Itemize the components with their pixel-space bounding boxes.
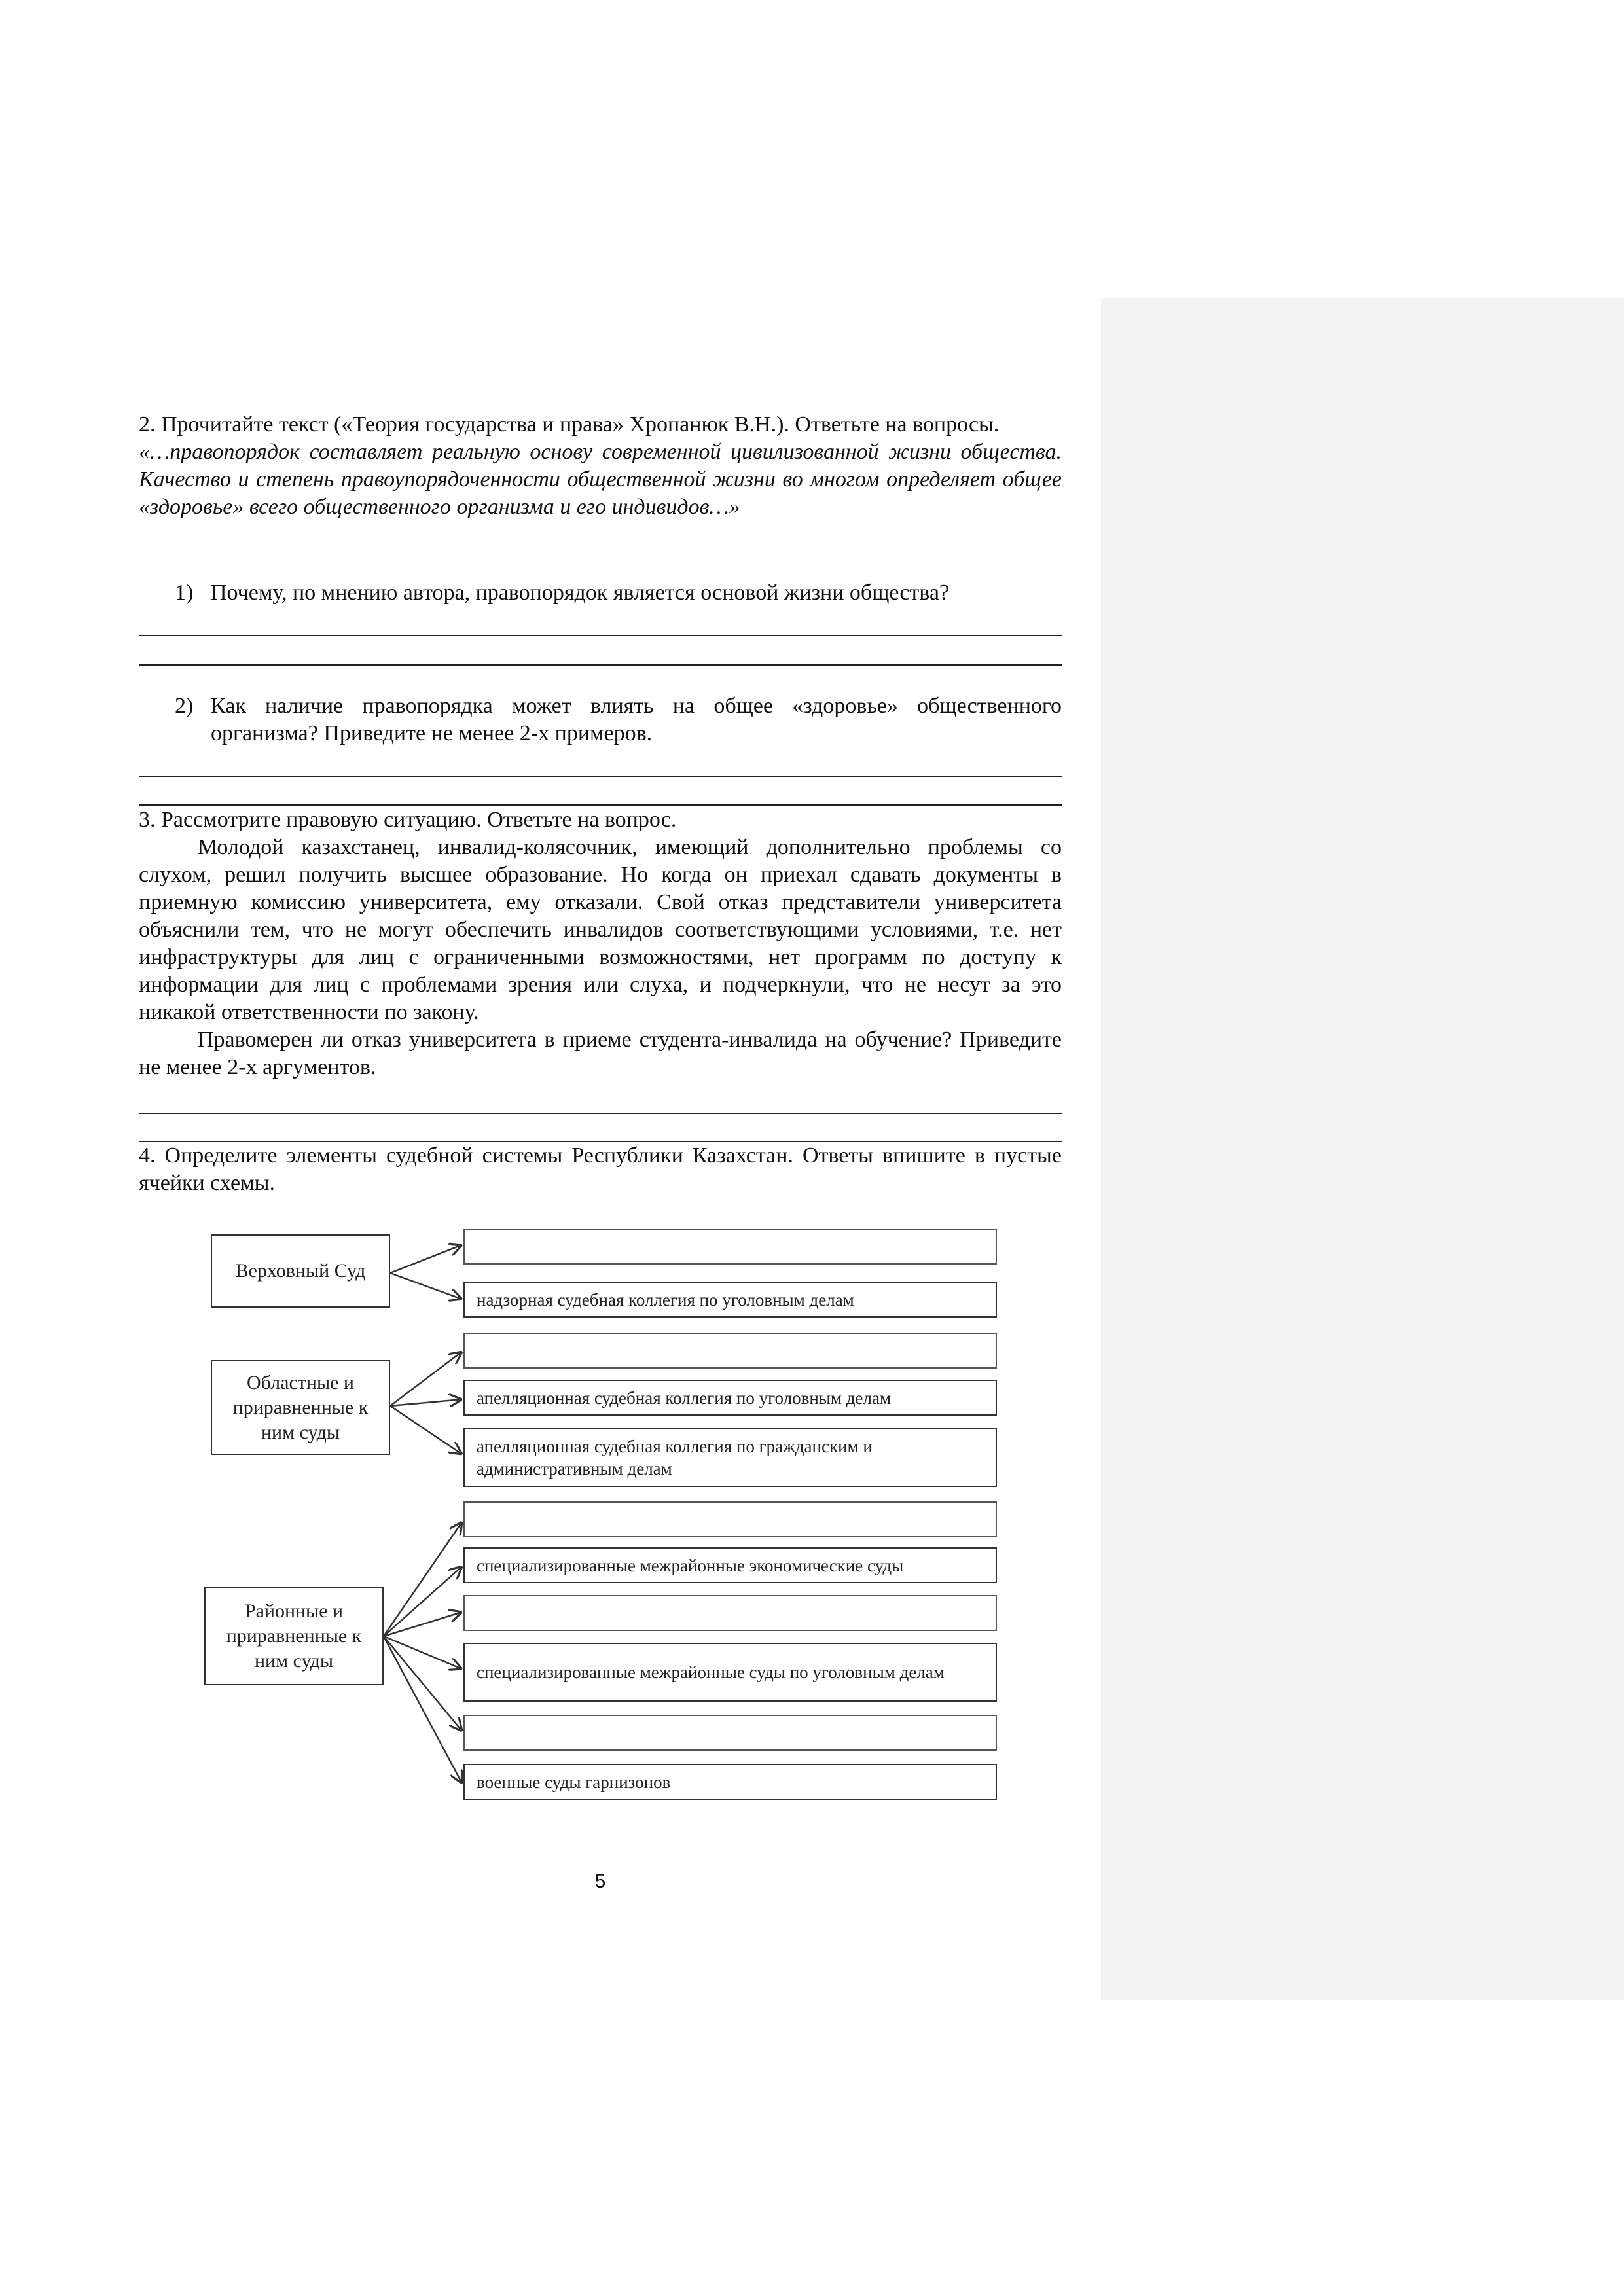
target-cell: специализированные межрайонные суды по уголовным делам [463,1643,997,1702]
task3-question: Правомерен ли отказ университета в приеме студента-инвалида на обучение? Приведите не менее 2-х аргументов. [139,1028,1062,1079]
task2-intro: 2. Прочитайте текст («Теория государства и права» Хропанюк В.Н.). Ответьте на вопросы. [139,412,1000,437]
regional-courts-box: Областные и приравненные к ним суды [211,1360,390,1455]
target-cell: военные суды гарнизонов [463,1764,997,1800]
page-number: 5 [594,1871,606,1892]
answer-line[interactable] [139,664,1062,666]
arrow [390,1406,462,1454]
arrow [384,1612,462,1636]
arrow [384,1636,462,1784]
arrow [390,1399,462,1406]
answer-cell[interactable] [463,1595,997,1631]
question-number: 2) [175,694,194,718]
arrow [390,1273,462,1299]
answer-line[interactable] [139,1113,1062,1114]
task2-block [139,411,1062,521]
arrow [384,1636,462,1731]
answer-line[interactable] [139,635,1062,636]
question-text: Как наличие правопорядка может влиять на общее «здоровье» общественного организма? Приведите не менее 2-х примеров. [211,694,1062,745]
task4-intro: 4. Определите элементы судебной системы Республики Казахстан. Ответы впишите в пустые ячейки схемы. [139,1143,1062,1195]
arrow [384,1522,462,1636]
district-courts-box: Районные и приравненные к ним суды [204,1587,384,1685]
arrow [390,1352,462,1406]
target-cell: специализированные межрайонные экономические суды [463,1547,997,1583]
target-cell: надзорная судебная коллегия по уголовным делам [463,1282,997,1318]
task3-block [139,806,1062,1081]
target-cell: апелляционная судебная коллегия по уголовным делам [463,1380,997,1416]
question-text: Почему, по мнению автора, правопорядок является основой жизни общества? [211,581,950,605]
answer-cell[interactable] [463,1501,997,1537]
answer-line[interactable] [139,776,1062,777]
answer-cell[interactable] [463,1333,997,1369]
task3-intro: 3. Рассмотрите правовую ситуацию. Ответьте на вопрос. [139,808,677,832]
target-cell: апелляционная судебная коллегия по гражданским и административным делам [463,1428,997,1487]
answer-cell[interactable] [463,1229,997,1265]
arrow [384,1636,462,1669]
answer-cell[interactable] [463,1715,997,1751]
arrow [384,1566,462,1636]
arrow [390,1245,462,1273]
comment-margin-panel [1101,298,1624,2000]
question-number: 1) [175,581,194,605]
task2-quote: «…правопорядок составляет реальную основу современной цивилизованной жизни общества. Качество и степень правоупорядоченности общественной жизни во многом определяет общее «здоровье» всего общественного организма и его индивидов…» [139,440,1062,519]
answer-line[interactable] [139,804,1062,806]
supreme-court-box: Верховный Суд [211,1234,390,1308]
task3-situation: Молодой казахстанец, инвалид-колясочник, имеющий дополнительно проблемы со слухом, решил получить высшее образование. Но когда он приехал сдавать документы в приемную комиссию университета, ему отказали. Свой отказ представители университета объяснили тем, что не могут обеспечить инвалидов соответствующими условиями, т.е. нет инфраструктуры для лиц с ограниченными возможностями, нет программ по доступу к информации для лиц с проблемами зрения или слуха, и подчеркнули, что не несут за это никакой ответственности по закону. [139,835,1062,1024]
